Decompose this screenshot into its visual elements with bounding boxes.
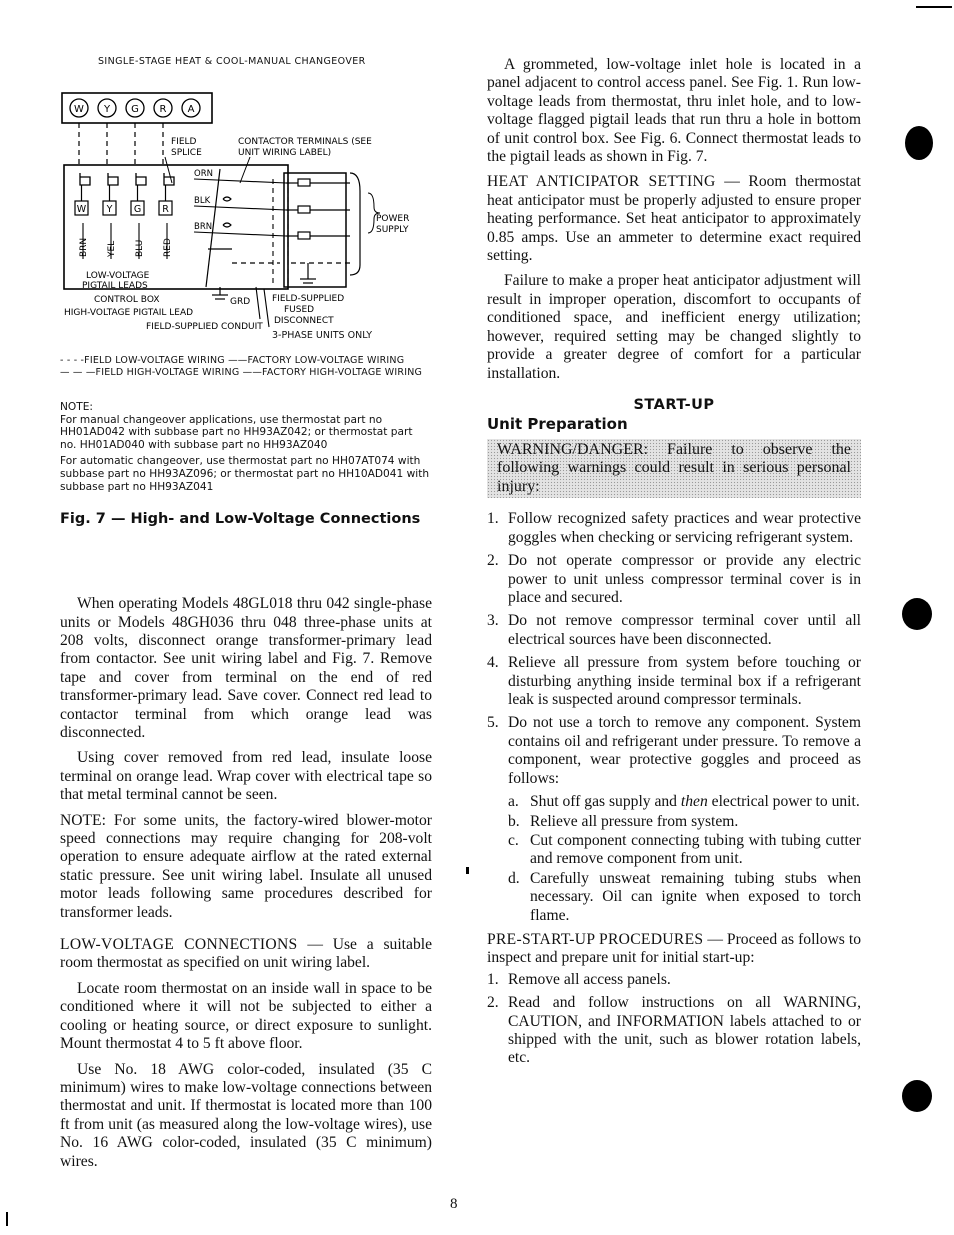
high-voltage-label: HIGH-VOLTAGE PIGTAIL LEAD bbox=[64, 308, 194, 318]
wire-color-label: YEL bbox=[107, 240, 117, 257]
paragraph-locate-thermostat: Locate room thermostat on an inside wall in space to be conditioned where it will not be subjected to either a cooling or heating source, or direct exposure to sunlight. Mount thermostat 4 to 5 ft above floor. bbox=[60, 979, 432, 1053]
thermostat-terminal-label: R bbox=[159, 104, 167, 115]
binder-dot-1 bbox=[905, 126, 933, 160]
wire-color-label: RED bbox=[163, 238, 173, 257]
right-column bbox=[487, 56, 861, 1073]
margin-speck bbox=[6, 1212, 8, 1226]
three-phase-label: 3-PHASE UNITS ONLY bbox=[272, 330, 373, 341]
figure-notes bbox=[60, 401, 432, 493]
pigtail-flag-label: Y bbox=[106, 204, 113, 215]
safety-step: 2. Do not operate compressor or provide any electric power to unit unless compressor terminal cover is in place and secured. bbox=[487, 552, 861, 607]
safety-steps-list bbox=[487, 510, 861, 788]
safety-step: 4. Relieve all pressure from system before touching or disturbing anything inside terminal box if a refrigerant leak is suspected around compressor terminals. bbox=[487, 654, 861, 709]
paragraph-208v: When operating Models 48GL018 thru 042 single-phase units or Models 48GH036 thru 048 three-phase units at 208 volts, disconnect orange transformer-primary lead from contactor. See unit wiring label and Fig. 7. Remove tape and cover from terminal on the end of red transformer-primary lead. Save cover. Connect red lead to contactor terminal from which orange lead was disconnected. bbox=[60, 595, 432, 741]
page-number: 8 bbox=[450, 1196, 458, 1212]
contactor-wire-label: BLK bbox=[194, 196, 211, 206]
legend-row-2: — — —FIELD HIGH-VOLTAGE WIRING ——FACTORY HIGH-VOLTAGE WIRING bbox=[60, 367, 423, 378]
pigtail-flag-label: G bbox=[133, 204, 142, 215]
top-edge-mark bbox=[916, 6, 952, 8]
paragraph-failure-adjust: Failure to make a proper heat anticipator adjustment will result in improper operation, discomfort to occupants of conditioned space, and inefficient energy utilization; however, required setting may be changed slightly to provide a greater degree of comfort for a particular installation. bbox=[487, 272, 861, 382]
paragraph-heat-anticipator: HEAT ANTICIPATOR SETTING — Room thermostat heat anticipator must be properly adjusted to ensure proper heating performance. Set heat anticipator to approximately 0.85 amps. Use an ammeter to determine exact required setting. bbox=[487, 173, 861, 265]
note-automatic: For automatic changeover, use thermostat part no HH07AT074 with subbase part no HH93AZ096; or thermostat part no HH10AD041 with subbase part no HH93AZ041 bbox=[60, 455, 430, 493]
paragraph-note-blower: NOTE: For some units, the factory-wired blower-motor speed connections may require changing for 208-volt operation to ensure adequate airflow at the rated external static pressure. See unit wiring label. Insulate all unused motor leads following same procedures described for transformer leads. bbox=[60, 811, 432, 921]
disconnect-label-2: FUSED bbox=[284, 305, 315, 315]
margin-speck bbox=[466, 867, 469, 874]
field-splice-label-2: SPLICE bbox=[171, 148, 202, 158]
conduit-label: FIELD-SUPPLIED CONDUIT bbox=[146, 322, 263, 331]
disconnect-label-3: DISCONNECT bbox=[274, 316, 334, 326]
power-supply-label: POWER bbox=[376, 214, 410, 224]
safety-step: 5. Do not use a torch to remove any component. System contains oil and refrigerant under pressure. To remove a component, wear protective goggles and proceed as follows: bbox=[487, 714, 861, 787]
subsection-unit-preparation: Unit Preparation bbox=[487, 414, 628, 433]
pigtail-flag-label: W bbox=[76, 204, 87, 215]
left-column bbox=[60, 56, 432, 1178]
pre-start-up-heading: PRE-START-UP PROCEDURES bbox=[487, 930, 704, 948]
thermostat-terminal-label: Y bbox=[103, 104, 111, 115]
paragraph-low-voltage: LOW-VOLTAGE CONNECTIONS — Use a suitable room thermostat as specified on unit wiring label. bbox=[60, 936, 432, 972]
safety-step: 3. Do not remove compressor terminal cover until all electrical sources have been disconnected. bbox=[487, 612, 861, 648]
wiring-legend bbox=[60, 355, 432, 379]
sub-step: d. Carefully unsweat remaining tubing stubs when necessary. Oil can ignite when exposed to torch flame. bbox=[508, 869, 861, 924]
section-start-up: START-UP bbox=[633, 396, 715, 413]
low-voltage-label-2: PIGTAIL LEADS bbox=[82, 281, 148, 291]
paragraph-inlet-hole: A grommeted, low-voltage inlet hole is located in a panel adjacent to control access panel. See Fig. 1. Run low-voltage leads from thermostat, thru inlet hole, and to low-voltage flagged pigtail leads that run thru a hole in bottom of unit control box. See Fig. 6. Connect thermostat leads to the pigtail leads as shown in Fig. 7. bbox=[487, 56, 861, 166]
wire-color-label: BRN bbox=[79, 237, 89, 257]
safety-step: 1. Follow recognized safety practices and wear protective goggles when checking or servicing refrigerant system. bbox=[487, 510, 861, 546]
paragraph-wire-gauge: Use No. 18 AWG color-coded, insulated (35 C minimum) wires to make low-voltage connections between thermostat and unit. If thermostat is located more than 100 ft from unit (as measured along the low-voltage wires), use No. 16 AWG color-coded, insulated (35 C minimum) wires. bbox=[60, 1060, 432, 1170]
sub-step: b. Relieve all pressure from system. bbox=[508, 812, 739, 830]
wire-color-label: BLU bbox=[135, 239, 145, 257]
field-splice-label: FIELD bbox=[171, 137, 197, 147]
control-box-label: CONTROL BOX bbox=[94, 295, 160, 305]
note-heading: NOTE: bbox=[60, 401, 93, 413]
contactor-label: CONTACTOR TERMINALS (SEE bbox=[238, 137, 372, 147]
binder-dot-3 bbox=[902, 1080, 932, 1112]
pigtail-flag-label: R bbox=[162, 204, 169, 215]
torch-sub-steps bbox=[508, 793, 861, 925]
contactor-wire-label: BRN bbox=[194, 222, 213, 232]
warning-box: WARNING/DANGER: Failure to observe the following warnings could result in serious personal injury: bbox=[487, 439, 861, 499]
sub-step: c. Cut component connecting tubing with tubing cutter and remove component from unit. bbox=[508, 831, 861, 868]
diagram-title: SINGLE-STAGE HEAT & COOL-MANUAL CHANGEOVER bbox=[98, 56, 366, 67]
power-supply-label-2: SUPPLY bbox=[376, 225, 409, 235]
thermostat-terminal-label: W bbox=[74, 104, 84, 115]
paragraph-pre-start-up: PRE-START-UP PROCEDURES — Proceed as follows to inspect and prepare unit for initial start-up: bbox=[487, 930, 861, 967]
note-manual: For manual changeover applications, use thermostat part no HH01AD042 with subbase part no HH93AZ042; or thermostat part no. HH01AD040 with subbase part no HH93AZ040 bbox=[60, 413, 413, 451]
sub-step: a. Shut off gas supply and then electrical power to unit. bbox=[508, 793, 860, 811]
ground-label: GRD bbox=[230, 297, 251, 307]
binder-dot-2 bbox=[902, 598, 932, 630]
wiring-diagram bbox=[60, 73, 432, 331]
legend-row-1: - - - -FIELD LOW-VOLTAGE WIRING ——FACTORY LOW-VOLTAGE WIRING bbox=[60, 355, 405, 366]
thermostat-terminal-label: A bbox=[187, 104, 195, 115]
thermostat-terminal-label: G bbox=[131, 104, 139, 115]
pre-start-up-steps-list bbox=[487, 971, 861, 1068]
disconnect-label: FIELD-SUPPLIED bbox=[272, 294, 345, 304]
contactor-label-2: UNIT WIRING LABEL) bbox=[238, 148, 332, 158]
paragraph-insulate: Using cover removed from red lead, insulate loose terminal on orange lead. Wrap cover with electrical tape so that metal terminal cannot be seen. bbox=[60, 749, 432, 804]
low-voltage-label: LOW-VOLTAGE bbox=[86, 271, 150, 281]
figure-caption: Fig. 7 — High- and Low-Voltage Connections bbox=[60, 511, 421, 528]
contactor-wire-label: ORN bbox=[194, 169, 213, 179]
pre-start-up-step: 2. Read and follow instructions on all WARNING, CAUTION, and INFORMATION labels attached to or shipped with the unit, such as blower rotation labels, etc. bbox=[487, 994, 861, 1067]
heat-anticipator-heading: HEAT ANTICIPATOR SETTING bbox=[487, 173, 716, 191]
low-voltage-heading: LOW-VOLTAGE CONNECTIONS bbox=[60, 936, 298, 954]
pre-start-up-step: 1. Remove all access panels. bbox=[487, 970, 671, 988]
